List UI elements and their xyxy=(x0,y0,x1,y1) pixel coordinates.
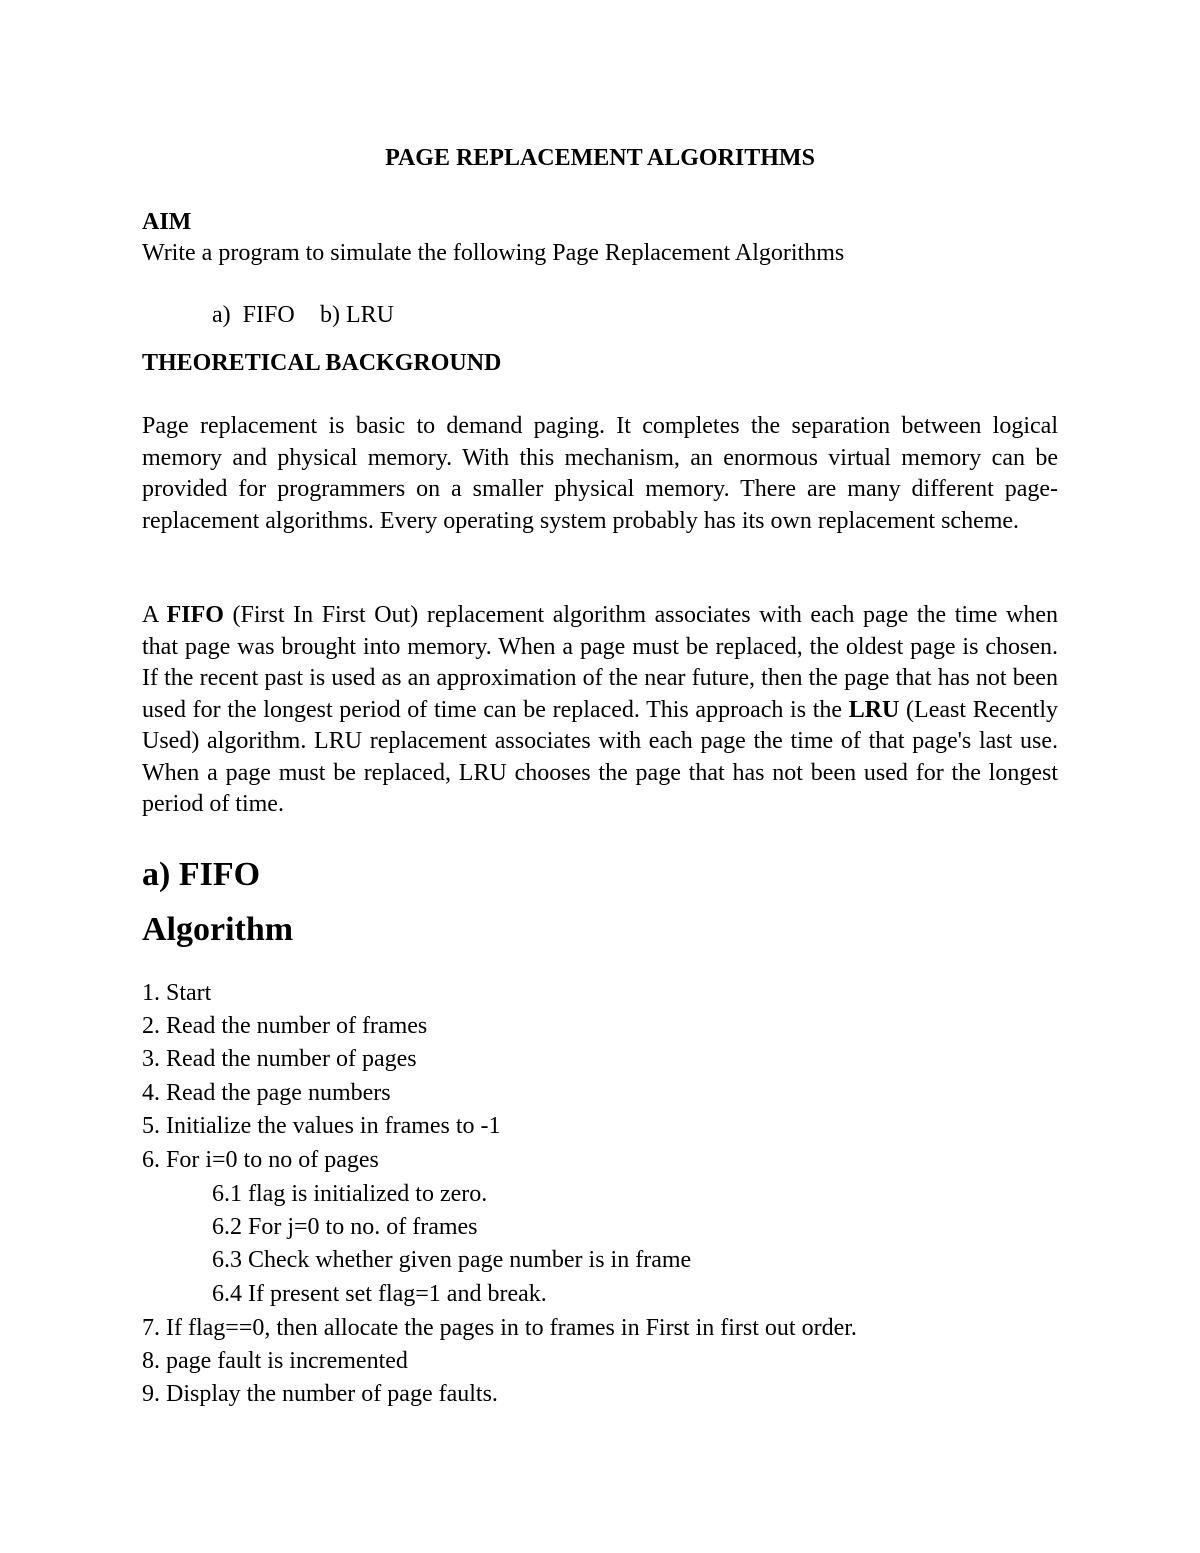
p2-text-1: A xyxy=(142,602,167,628)
step-1: 1. Start xyxy=(142,980,212,1006)
p2-text-3: (Least Recently Used) algorithm. LRU replacement associates with each page the time of that page's last use. When a page must be replaced, LRU chooses the page that has not been used for the longest period of time. xyxy=(142,696,1058,817)
step-6: 6. For i=0 to no of pages xyxy=(142,1147,379,1173)
step-7: 7. If flag==0, then allocate the pages in to frames in First in first out order. xyxy=(142,1315,857,1341)
aim-text: Write a program to simulate the following Page Replacement Algorithms xyxy=(142,240,845,266)
step-8: 8. page fault is incremented xyxy=(142,1348,408,1374)
step-6-1: 6.1 flag is initialized to zero. xyxy=(212,1181,488,1207)
step-6-4: 6.4 If present set flag=1 and break. xyxy=(212,1281,547,1307)
step-6-2: 6.2 For j=0 to no. of frames xyxy=(212,1214,478,1240)
page-title: PAGE REPLACEMENT ALGORITHMS xyxy=(385,145,815,171)
step-2: 2. Read the number of frames xyxy=(142,1013,428,1039)
aim-option-fifo: a) FIFO xyxy=(212,302,295,328)
algorithm-heading: Algorithm xyxy=(142,911,294,948)
theory-paragraph-2 xyxy=(142,600,1058,821)
p2-text-2: (First In First Out) replacement algorithm associates with each page the time when that page was brought into memory. When a page must be replaced, the oldest page is chosen. If the recent past is used as an approximation of the near future, then the page that has not been used for the longest period of time can be replaced. This approach is the xyxy=(142,602,1059,723)
aim-option-lru: b) LRU xyxy=(320,302,394,328)
aim-heading: AIM xyxy=(142,209,192,235)
p2-lru-term: LRU xyxy=(848,696,900,723)
p2-fifo-term: FIFO xyxy=(166,602,224,628)
step-4: 4. Read the page numbers xyxy=(142,1080,391,1106)
theory-paragraph-1: Page replacement is basic to demand paging. It completes the separation between logical memory and physical memory. With this mechanism, an enormous virtual memory can be provided for programmers on a smaller physical memory. There are many different page-replacement algorithms. Every operating system probably has its own replacement scheme. xyxy=(142,413,1058,534)
step-9: 9. Display the number of page faults. xyxy=(142,1381,498,1407)
step-5: 5. Initialize the values in frames to -1 xyxy=(142,1113,501,1139)
theory-heading: THEORETICAL BACKGROUND xyxy=(142,350,502,376)
step-6-3: 6.3 Check whether given page number is in frame xyxy=(212,1247,692,1273)
fifo-heading: a) FIFO xyxy=(142,856,261,893)
step-3: 3. Read the number of pages xyxy=(142,1046,417,1072)
